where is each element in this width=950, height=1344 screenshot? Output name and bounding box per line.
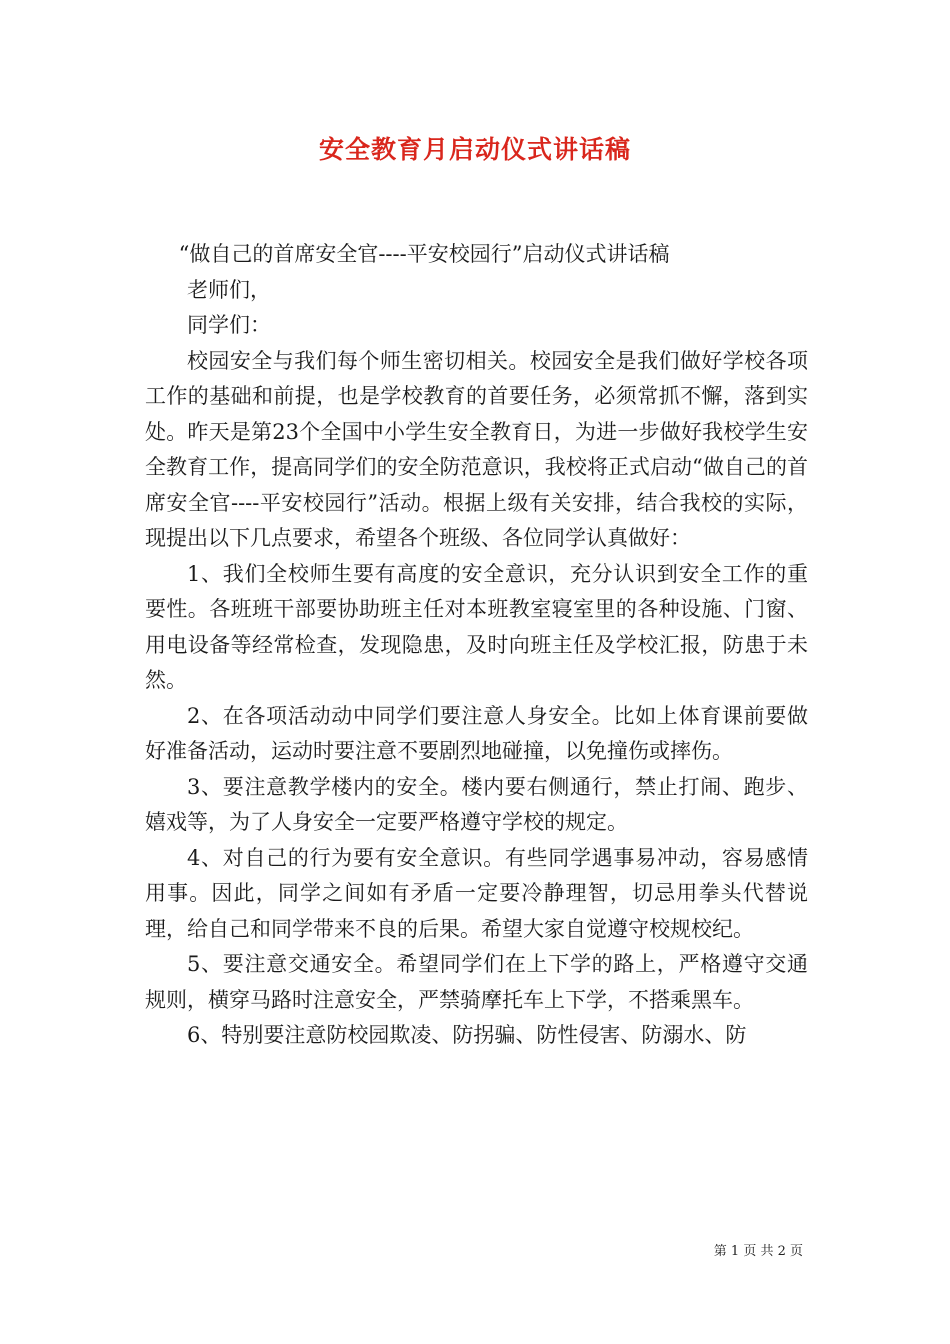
paragraph-item-5: 5、要注意交通安全。希望同学们在上下学的路上，严格遵守交通规则，横穿马路时注意安全，严禁骑摩托车上下学，不搭乘黑车。 xyxy=(145,952,808,1012)
document-body xyxy=(145,237,808,1054)
speech-subtitle: “做自己的首席安全官----平安校园行”启动仪式讲话稿 xyxy=(178,242,670,266)
salutation-students: 同学们： xyxy=(187,313,271,337)
document-title: 安全教育月启动仪式讲话稿 xyxy=(318,135,631,164)
salutation-teachers: 老师们， xyxy=(187,277,271,302)
paragraph-item-3: 3、要注意教学楼内的安全。楼内要右侧通行，禁止打闹、跑步、嬉戏等，为了人身安全一定要严格遵守学校的规定。 xyxy=(145,774,808,834)
paragraph-item-4: 4、对自己的行为要有安全意识。有些同学遇事易冲动，容易感情用事。因此，同学之间如有矛盾一定要冷静理智，切忌用拳头代替说理，给自己和同学带来不良的后果。希望大家自觉遵守校规校纪。 xyxy=(145,845,808,941)
page-number: 第 1 页 共 2 页 xyxy=(713,1244,803,1259)
paragraph-item-6: 6、特别要注意防校园欺凌、防拐骗、防性侵害、防溺水、防 xyxy=(187,1023,747,1047)
paragraph-item-1: 1、我们全校师生要有高度的安全意识，充分认识到安全工作的重要性。各班班干部要协助班主任对本班教室寝室里的各种设施、门窗、用电设备等经常检查，发现隐患，及时向班主任及学校汇报，防患于未然。 xyxy=(145,561,808,692)
paragraph-item-2: 2、在各项活动动中同学们要注意人身安全。比如上体育课前要做好准备活动，运动时要注意不要剧烈地碰撞，以免撞伤或摔伤。 xyxy=(145,703,808,763)
paragraph-intro: 校园安全与我们每个师生密切相关。校园安全是我们做好学校各项工作的基础和前提，也是学校教育的首要任务，必须常抓不懈，落到实处。昨天是第23个全国中小学生安全教育日，为进一步做好我校学生安全教育工作，提高同学们的安全防范意识，我校将正式启动“做自己的首席安全官----平安校园行”活动。根据上级有关安排，结合我校的实际，现提出以下几点要求，希望各个班级、各位同学认真做好： xyxy=(145,348,808,550)
